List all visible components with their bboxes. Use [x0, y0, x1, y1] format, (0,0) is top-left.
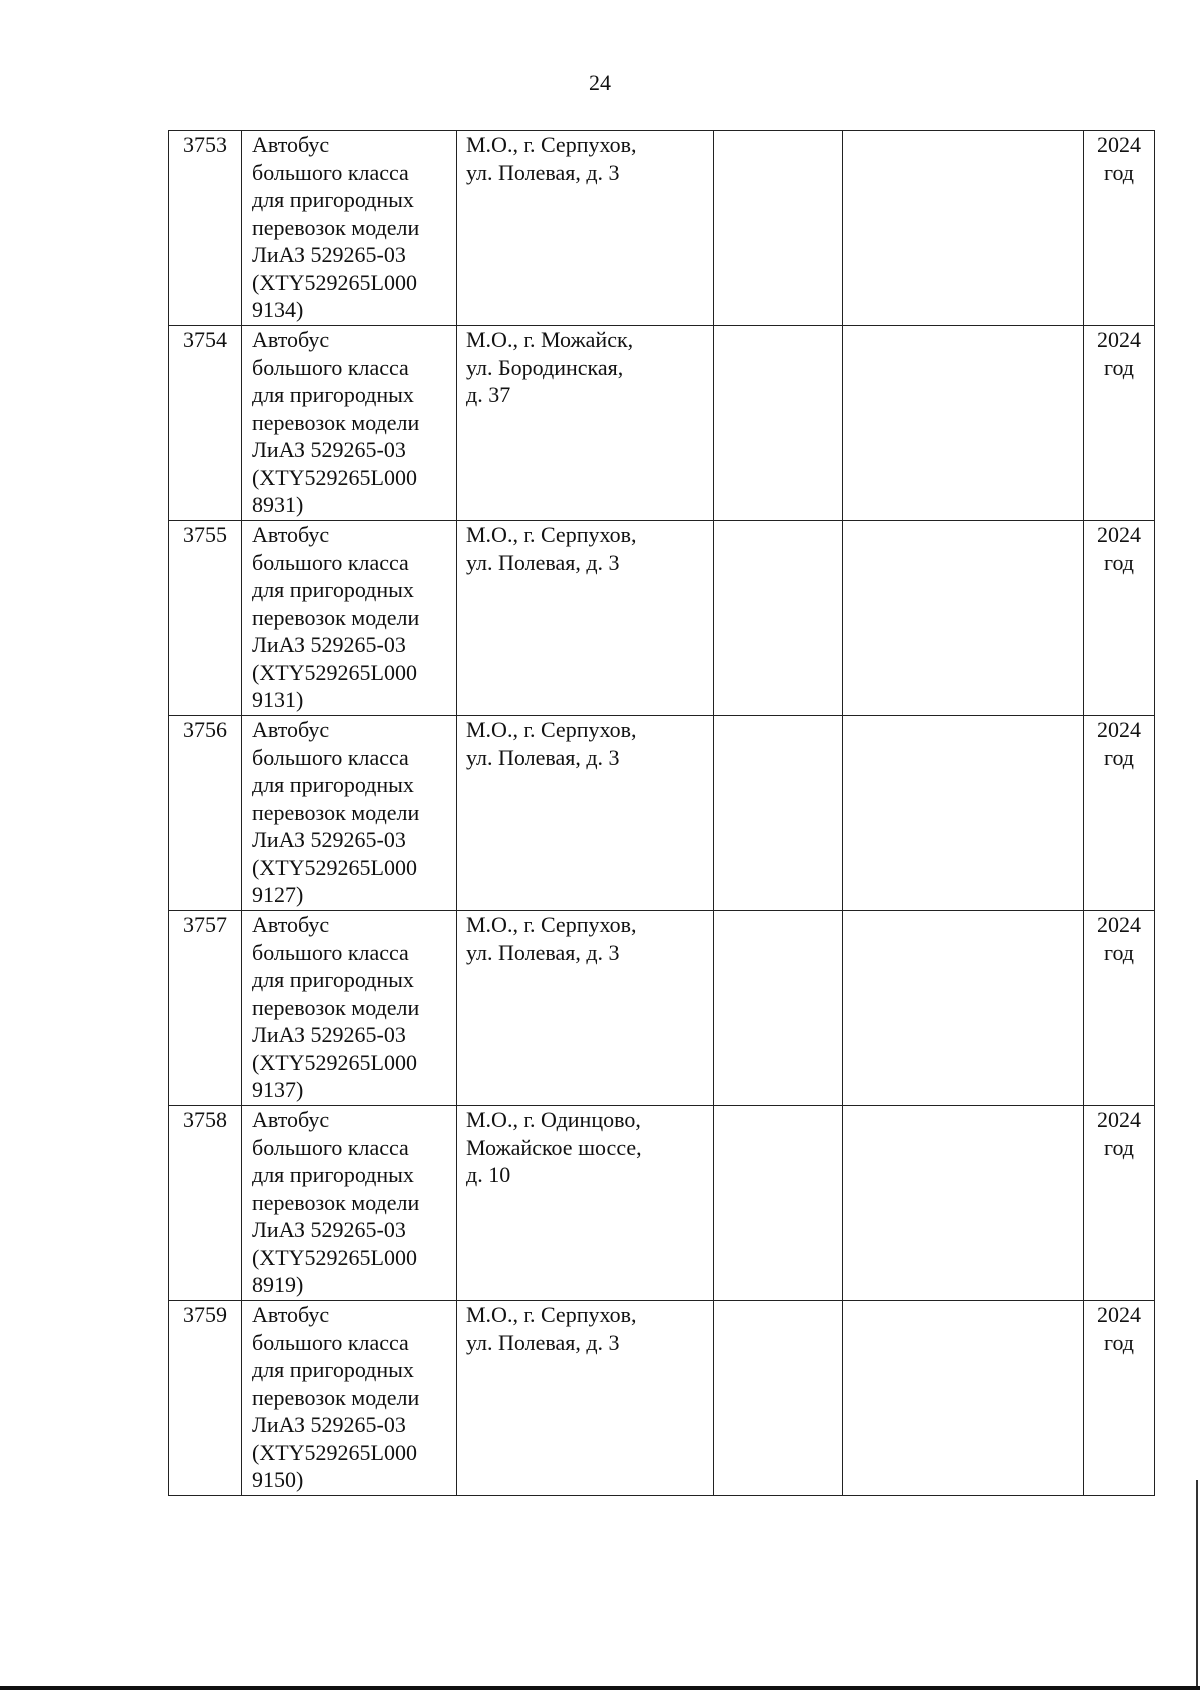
year-unit: год	[1103, 159, 1135, 185]
description-line: 8919)	[252, 1272, 304, 1297]
address-cell	[457, 1301, 714, 1496]
year-value: 2024	[1097, 522, 1141, 547]
year-value: 2024	[1097, 1302, 1141, 1327]
address-cell	[457, 131, 714, 326]
description-line: для пригородных	[252, 1357, 414, 1382]
description-line: ЛиАЗ 529265-03	[252, 632, 406, 657]
description-line: перевозок модели	[252, 214, 420, 240]
description-line: большого класса	[252, 1134, 409, 1160]
document-table-container	[168, 130, 1154, 1496]
address-line: ул. Полевая, д. 3	[466, 1329, 620, 1355]
empty-cell-col4	[714, 911, 843, 1106]
year-unit: год	[1103, 1134, 1135, 1160]
description-line: (XTY529265L000	[252, 269, 417, 295]
description-line: ЛиАЗ 529265-03	[252, 242, 406, 267]
address-cell	[457, 911, 714, 1106]
vehicle-description-cell	[242, 326, 457, 521]
row-number-cell: 3757	[169, 911, 242, 1106]
address-cell	[457, 326, 714, 521]
year-cell	[1084, 1301, 1155, 1496]
description-line: перевозок модели	[252, 1384, 420, 1410]
year-unit: год	[1103, 354, 1135, 380]
empty-cell-col5	[843, 1301, 1084, 1496]
description-line: Автобус	[252, 717, 330, 742]
empty-cell-col5	[843, 326, 1084, 521]
page-number: 24	[589, 70, 611, 95]
empty-cell-col5	[843, 521, 1084, 716]
year-unit: год	[1103, 1329, 1135, 1355]
vehicle-description-cell	[242, 911, 457, 1106]
empty-cell-col4	[714, 716, 843, 911]
address-line: М.О., г. Серпухов,	[466, 1302, 637, 1327]
row-number-cell: 3759	[169, 1301, 242, 1496]
description-line: для пригородных	[252, 967, 414, 992]
description-line: 9131)	[252, 687, 304, 712]
empty-cell-col4	[714, 1301, 843, 1496]
address-line: М.О., г. Серпухов,	[466, 522, 637, 547]
year-value: 2024	[1097, 1107, 1141, 1132]
address-line: М.О., г. Серпухов,	[466, 912, 637, 937]
description-line: (XTY529265L000	[252, 1439, 417, 1465]
description-line: (XTY529265L000	[252, 659, 417, 685]
empty-cell-col4	[714, 1106, 843, 1301]
description-line: Автобус	[252, 1302, 330, 1327]
table-row	[169, 1301, 1155, 1496]
scan-bottom-edge	[0, 1686, 1200, 1690]
address-line: ул. Полевая, д. 3	[466, 549, 620, 575]
table-row	[169, 326, 1155, 521]
empty-cell-col5	[843, 131, 1084, 326]
year-value: 2024	[1097, 717, 1141, 742]
year-unit: год	[1103, 744, 1135, 770]
address-cell	[457, 521, 714, 716]
address-line: М.О., г. Одинцово,	[466, 1107, 641, 1132]
year-unit: год	[1103, 939, 1135, 965]
row-number-cell: 3753	[169, 131, 242, 326]
address-line: ул. Полевая, д. 3	[466, 159, 620, 185]
description-line: для пригородных	[252, 772, 414, 797]
address-line: ул. Полевая, д. 3	[466, 939, 620, 965]
description-line: (XTY529265L000	[252, 854, 417, 880]
empty-cell-col4	[714, 326, 843, 521]
empty-cell-col4	[714, 521, 843, 716]
year-unit: год	[1103, 549, 1135, 575]
description-line: большого класса	[252, 744, 409, 770]
description-line: ЛиАЗ 529265-03	[252, 437, 406, 462]
description-line: для пригородных	[252, 187, 414, 212]
table-row	[169, 1106, 1155, 1301]
year-cell	[1084, 716, 1155, 911]
description-line: большого класса	[252, 159, 409, 185]
year-value: 2024	[1097, 327, 1141, 352]
scan-margin-line	[1196, 1480, 1198, 1686]
description-line: ЛиАЗ 529265-03	[252, 827, 406, 852]
row-number-cell: 3758	[169, 1106, 242, 1301]
year-cell	[1084, 131, 1155, 326]
description-line: Автобус	[252, 912, 330, 937]
year-value: 2024	[1097, 912, 1141, 937]
address-cell	[457, 1106, 714, 1301]
description-line: 9127)	[252, 882, 304, 907]
address-line: Можайское шоссе,	[466, 1134, 642, 1160]
description-line: перевозок модели	[252, 994, 420, 1020]
year-cell	[1084, 911, 1155, 1106]
description-line: для пригородных	[252, 382, 414, 407]
address-line: М.О., г. Серпухов,	[466, 717, 637, 742]
description-line: ЛиАЗ 529265-03	[252, 1412, 406, 1437]
description-line: 9137)	[252, 1077, 304, 1102]
address-line: д. 10	[466, 1162, 511, 1187]
table-body	[169, 131, 1155, 1496]
row-number-cell: 3756	[169, 716, 242, 911]
year-cell	[1084, 521, 1155, 716]
description-line: перевозок модели	[252, 1189, 420, 1215]
description-line: Автобус	[252, 132, 330, 157]
address-line: ул. Бородинская,	[466, 354, 624, 380]
description-line: 9150)	[252, 1467, 304, 1492]
vehicle-description-cell	[242, 1106, 457, 1301]
description-line: для пригородных	[252, 577, 414, 602]
empty-cell-col5	[843, 716, 1084, 911]
description-line: для пригородных	[252, 1162, 414, 1187]
vehicle-description-cell	[242, 1301, 457, 1496]
address-line: М.О., г. Можайск,	[466, 327, 634, 352]
description-line: большого класса	[252, 939, 409, 965]
description-line: Автобус	[252, 522, 330, 547]
description-line: ЛиАЗ 529265-03	[252, 1022, 406, 1047]
description-line: 8931)	[252, 492, 304, 517]
address-line: М.О., г. Серпухов,	[466, 132, 637, 157]
description-line: Автобус	[252, 1107, 330, 1132]
vehicle-description-cell	[242, 716, 457, 911]
description-line: большого класса	[252, 1329, 409, 1355]
description-line: перевозок модели	[252, 409, 420, 435]
address-line: д. 37	[466, 382, 511, 407]
description-line: большого класса	[252, 549, 409, 575]
description-line: (XTY529265L000	[252, 1049, 417, 1075]
table-row	[169, 521, 1155, 716]
table-row	[169, 131, 1155, 326]
row-number-cell: 3755	[169, 521, 242, 716]
empty-cell-col5	[843, 1106, 1084, 1301]
table-row	[169, 911, 1155, 1106]
table-row	[169, 716, 1155, 911]
description-line: перевозок модели	[252, 799, 420, 825]
year-cell	[1084, 1106, 1155, 1301]
vehicle-table	[168, 130, 1155, 1496]
year-cell	[1084, 326, 1155, 521]
description-line: (XTY529265L000	[252, 464, 417, 490]
vehicle-description-cell	[242, 521, 457, 716]
empty-cell-col5	[843, 911, 1084, 1106]
vehicle-description-cell	[242, 131, 457, 326]
description-line: 9134)	[252, 297, 304, 322]
description-line: ЛиАЗ 529265-03	[252, 1217, 406, 1242]
empty-cell-col4	[714, 131, 843, 326]
row-number-cell: 3754	[169, 326, 242, 521]
address-line: ул. Полевая, д. 3	[466, 744, 620, 770]
description-line: (XTY529265L000	[252, 1244, 417, 1270]
address-cell	[457, 716, 714, 911]
description-line: большого класса	[252, 354, 409, 380]
description-line: Автобус	[252, 327, 330, 352]
year-value: 2024	[1097, 132, 1141, 157]
description-line: перевозок модели	[252, 604, 420, 630]
